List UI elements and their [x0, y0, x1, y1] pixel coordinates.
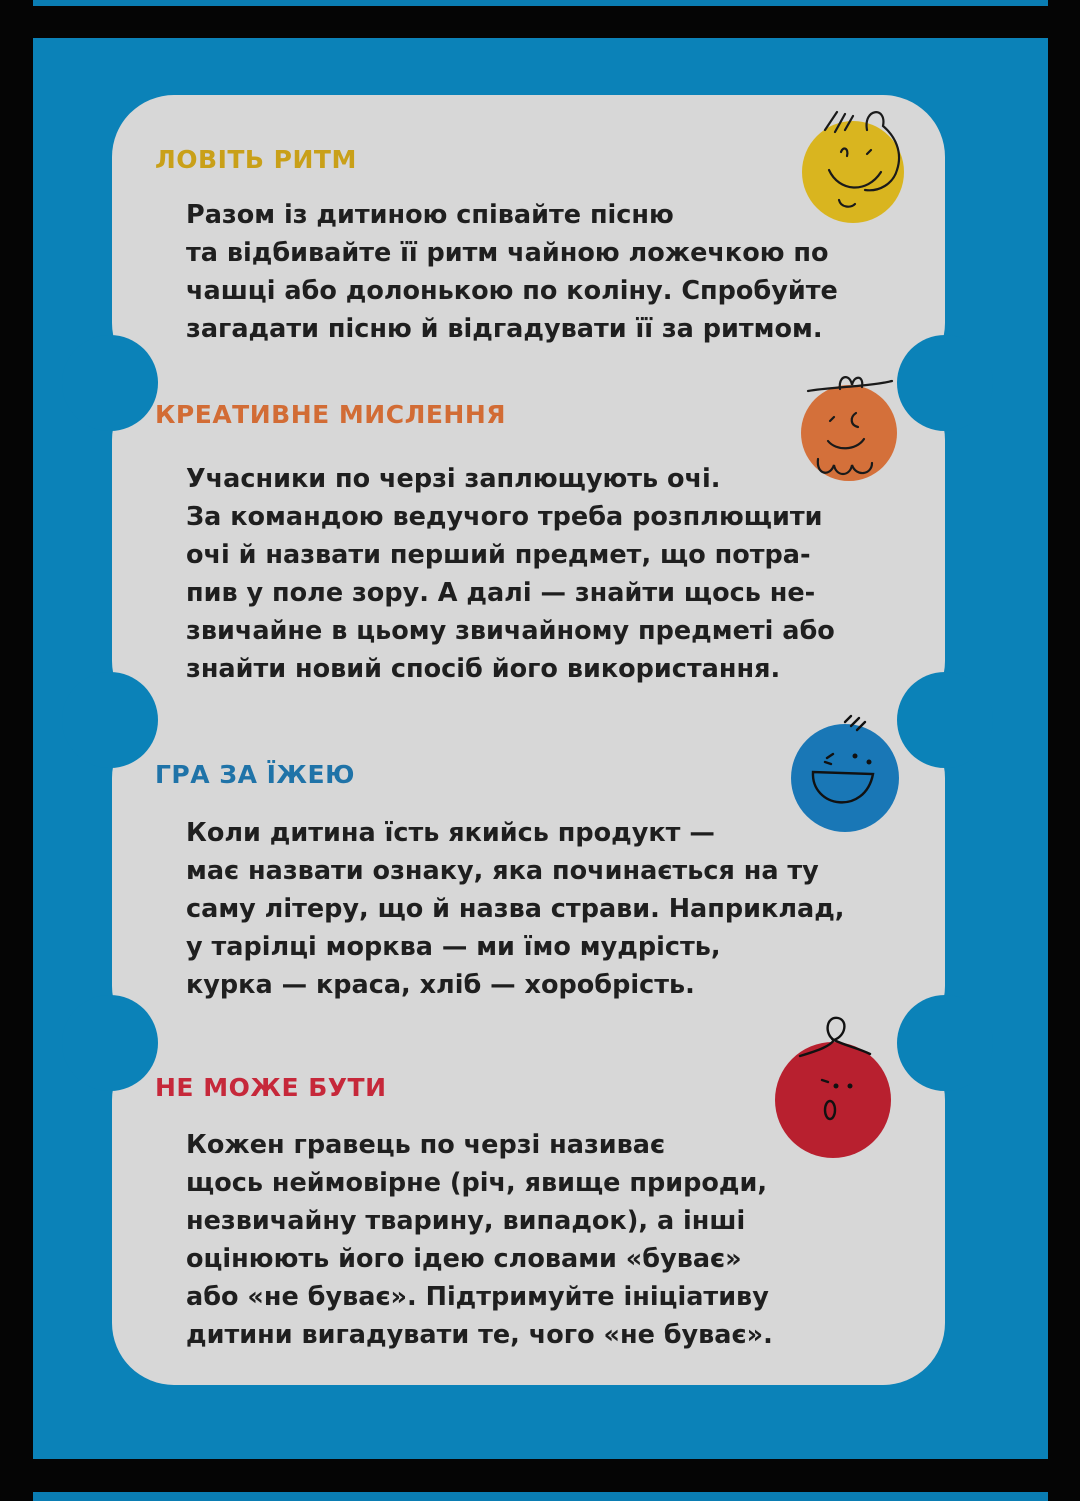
text-line: Коли дитина їсть якийсь продукт —	[186, 818, 715, 848]
text-line: дитини вигадувати те, чого «не буває».	[186, 1320, 773, 1350]
text-line: Учасники по черзі заплющують очі.	[186, 464, 721, 494]
text-line: очі й назвати перший предмет, що потра-	[186, 540, 811, 570]
text-line: курка — краса, хліб — хоробрість.	[186, 970, 695, 1000]
text-line: або «не буває». Підтримуйте ініціативу	[186, 1282, 769, 1312]
notch-left-3	[62, 995, 158, 1091]
red-surprised-face-icon	[770, 1012, 900, 1162]
section-text-food-game	[186, 814, 926, 1004]
section-title-rhythm: ЛОВІТЬ РИТМ	[155, 145, 357, 174]
text-line: знайти новий спосіб його використання.	[186, 654, 781, 684]
notch-right-1	[897, 335, 993, 431]
text-line: загадати пісню й відгадувати її за ритмом.	[186, 314, 823, 344]
text-line: оцінюють його ідею словами «буває»	[186, 1244, 742, 1274]
text-line: незвичайну тварину, випадок), а інші	[186, 1206, 746, 1236]
text-line: саму літеру, що й назва страви. Наприклад,	[186, 894, 845, 924]
section-title-impossible: НЕ МОЖЕ БУТИ	[155, 1073, 387, 1102]
section-title-food-game: ГРА ЗА ЇЖЕЮ	[155, 760, 355, 789]
bottom-border-strip	[33, 1492, 1048, 1501]
yellow-smiley-face-icon	[795, 100, 915, 230]
notch-left-2	[62, 672, 158, 768]
blue-laughing-face-icon	[785, 712, 905, 832]
top-border-strip	[33, 0, 1048, 6]
text-line: За командою ведучого треба розплющити	[186, 502, 823, 532]
notch-left-1	[62, 335, 158, 431]
text-line: у тарілці морква — ми їмо мудрість,	[186, 932, 721, 962]
text-line: пив у поле зору. А далі — знайти щось не-	[186, 578, 816, 608]
text-line: та відбивайте її ритм чайною ложечкою по	[186, 238, 829, 268]
text-line: Кожен гравець по черзі називає	[186, 1130, 666, 1160]
section-title-creative: КРЕАТИВНЕ МИСЛЕННЯ	[155, 400, 507, 429]
text-line: Разом із дитиною співайте пісню	[186, 200, 674, 230]
notch-right-3	[897, 995, 993, 1091]
text-line: чашці або долонькою по коліну. Спробуйте	[186, 276, 838, 306]
text-line: щось неймовірне (річ, явище природи,	[186, 1168, 768, 1198]
orange-smiley-face-icon	[800, 365, 910, 495]
text-line: має назвати ознаку, яка починається на ту	[186, 856, 819, 886]
text-line: звичайне в цьому звичайному предметі або	[186, 616, 835, 646]
